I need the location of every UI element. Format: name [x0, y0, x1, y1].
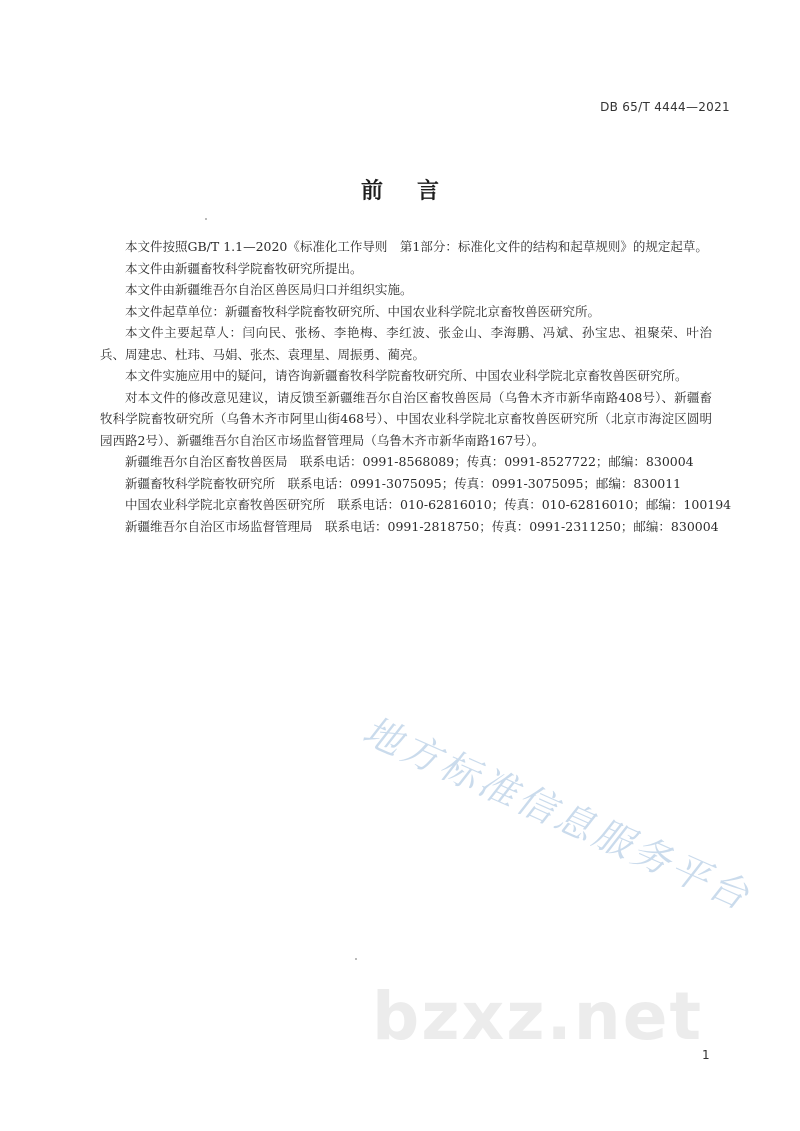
watermark-text: 地方标准信息服务平台 — [356, 708, 759, 920]
paragraph: 本文件主要起草人：闫向民、张杨、李艳梅、李红波、张金山、李海鹏、冯斌、孙宝忠、祖聚荣、叶治兵、周建忠、杜玮、马娟、张杰、袁理星、周振勇、蔺亮。 — [100, 325, 712, 362]
page-title: 前言 — [360, 179, 473, 204]
contact-line: 新疆维吾尔自治区市场监督管理局 联系电话：0991-2818750；传真：0991-2311250；邮编：830004 — [125, 518, 719, 534]
document-code: DB 65/T 4444—2021 — [600, 100, 730, 114]
page-number: 1 — [702, 1048, 710, 1062]
site-watermark: bzxz.net — [372, 978, 704, 1055]
contact-line: 新疆维吾尔自治区畜牧兽医局 联系电话：0991-8568089；传真：0991-8527722；邮编：830004 — [125, 454, 694, 469]
contact-list — [100, 451, 732, 537]
paragraph: 本文件起草单位：新疆畜牧科学院畜牧研究所、中国农业科学院北京畜牧兽医研究所。 — [125, 303, 601, 319]
contact-line: 新疆畜牧科学院畜牧研究所 联系电话：0991-3075095；传真：0991-3075095；邮编：830011 — [125, 475, 682, 491]
paragraph: 本文件实施应用中的疑问，请咨询新疆畜牧科学院畜牧研究所、中国农业科学院北京畜牧兽医研究所。 — [125, 368, 688, 383]
foreword-body — [100, 236, 732, 537]
paragraph: 本文件由新疆畜牧科学院畜牧研究所提出。 — [125, 260, 363, 276]
paragraph: 本文件由新疆维吾尔自治区兽医局归口并组织实施。 — [125, 282, 413, 297]
scan-speck — [205, 218, 207, 220]
contact-line: 中国农业科学院北京畜牧兽医研究所 联系电话：010-62816010；传真：010-62816010；邮编：100194 — [125, 497, 732, 512]
paragraph: 本文件按照GB/T 1.1—2020《标准化工作导则 第1部分：标准化文件的结构和起草规则》的规定起草。 — [125, 239, 708, 254]
scan-speck — [355, 958, 357, 960]
paragraph: 对本文件的修改意见建议，请反馈至新疆维吾尔自治区畜牧兽医局（乌鲁木齐市新华南路408号）、新疆畜牧科学院畜牧研究所（乌鲁木齐市阿里山街468号）、中国农业科学院北京畜牧兽医研究所（北京市海淀区圆明园西路2号）、新疆维吾尔自治区市场监督管理局（乌鲁木齐市新华南路167号）。 — [100, 389, 712, 448]
